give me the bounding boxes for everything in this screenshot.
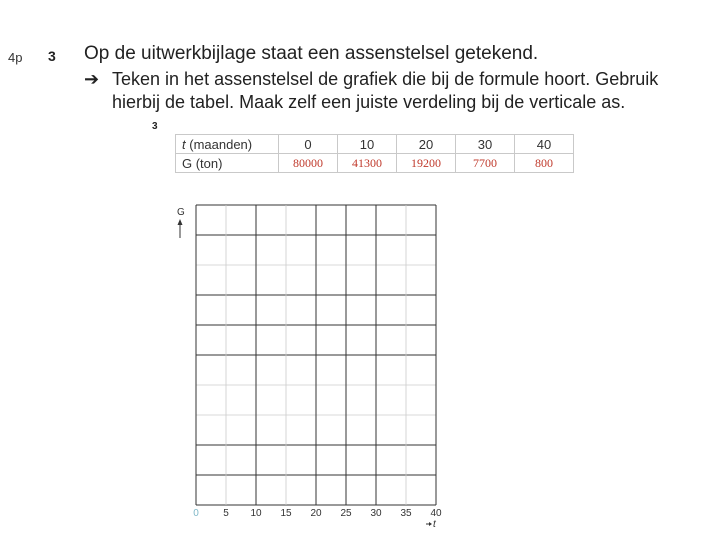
t-cell: 30 xyxy=(456,135,515,154)
x-tick-labels xyxy=(193,508,442,519)
t-cell: 0 xyxy=(279,135,338,154)
x-tick-label: 0 xyxy=(193,508,199,519)
g-cell: 80000 xyxy=(279,154,338,173)
x-tick-label: 15 xyxy=(280,508,292,519)
y-axis-arrow-icon xyxy=(178,219,183,238)
x-tick-label: 25 xyxy=(340,508,352,519)
t-cell: 20 xyxy=(397,135,456,154)
t-row-header: t (maanden) xyxy=(176,135,279,154)
instruction-line-1: Teken in het assenstelsel de grafiek die bij de formule hoort. Gebruik xyxy=(112,69,659,89)
x-tick-label: 40 xyxy=(430,508,442,519)
x-axis-arrow-icon xyxy=(426,522,432,526)
g-cell: 19200 xyxy=(397,154,456,173)
x-axis-label: t xyxy=(433,519,436,530)
t-cell: 40 xyxy=(515,135,574,154)
question-points: 4p xyxy=(8,50,23,65)
x-tick-label: 35 xyxy=(400,508,412,519)
question-text: Op de uitwerkbijlage staat een assenstelsel getekend. xyxy=(84,43,539,64)
instruction-line-2: hierbij de tabel. Maak zelf een juiste verdeling bij de verticale as. xyxy=(112,92,626,112)
x-tick-label: 30 xyxy=(370,508,382,519)
g-cell: 7700 xyxy=(456,154,515,173)
x-tick-label: 20 xyxy=(310,508,322,519)
arrow-icon: ➔ xyxy=(84,69,100,89)
x-tick-label: 5 xyxy=(223,508,229,519)
x-tick-label: 10 xyxy=(250,508,262,519)
grid-lines xyxy=(196,205,436,505)
g-row-header: G (ton) xyxy=(176,154,279,173)
g-cell: 41300 xyxy=(338,154,397,173)
table-number: 3 xyxy=(152,121,158,132)
question-number: 3 xyxy=(48,48,56,64)
y-axis-label: G xyxy=(177,207,185,218)
t-cell: 10 xyxy=(338,135,397,154)
g-cell: 800 xyxy=(515,154,574,173)
